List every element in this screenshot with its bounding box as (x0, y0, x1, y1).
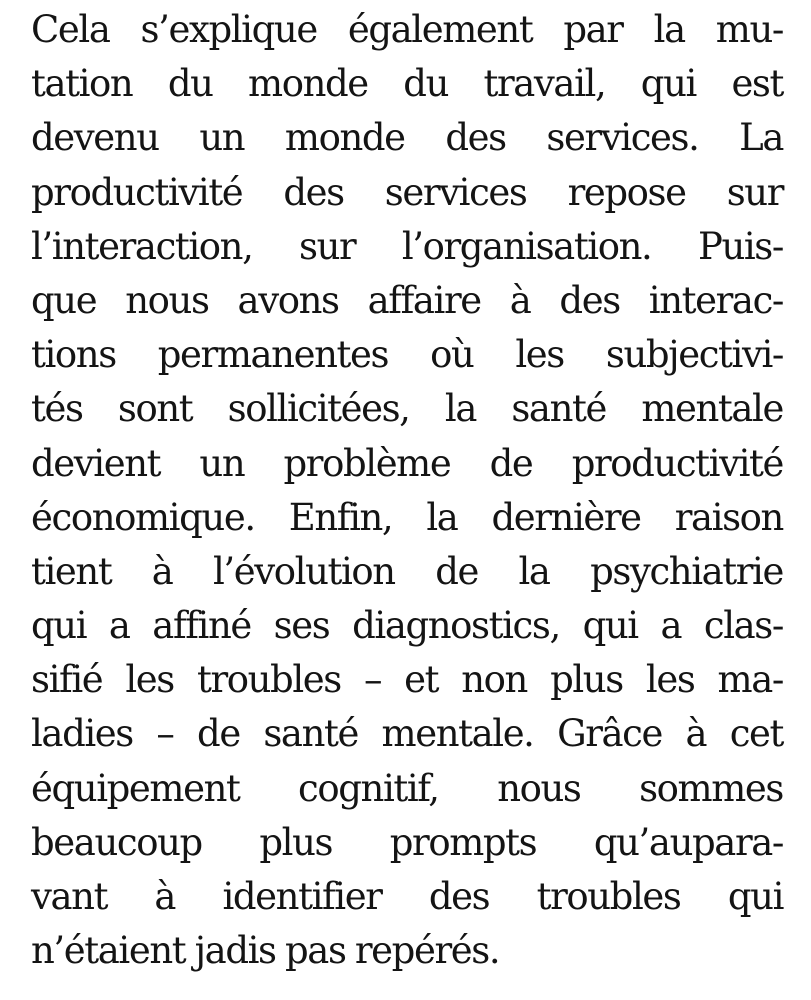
text-line: productivité des services repose sur (31, 170, 783, 214)
text-line-last: n’étaient jadis pas repérés. (31, 929, 500, 973)
text-line: devient un problème de productivité (31, 441, 783, 485)
text-line: Cela s’explique également par la mu- (31, 8, 783, 51)
text-line: devenu un monde des services. La (31, 116, 783, 160)
text-line: sifié les troubles – et non plus les ma- (31, 658, 783, 702)
text-line: que nous avons affaire à des interac- (31, 278, 783, 322)
article-paragraph (31, 3, 783, 978)
text-line: équipement cognitif, nous sommes (31, 766, 783, 810)
text-line: ladies – de santé mentale. Grâce à cet (31, 712, 783, 756)
text-line: tient à l’évolution de la psychiatrie (31, 549, 783, 593)
text-line: qui a affiné ses diagnostics, qui a clas- (31, 604, 783, 648)
text-line: vant à identifier des troubles qui (31, 875, 783, 918)
text-line: l’interaction, sur l’organisation. Puis- (31, 224, 783, 268)
text-line: tation du monde du travail, qui est (31, 62, 783, 106)
text-line: tions permanentes où les subjectivi- (31, 333, 783, 377)
text-line: tés sont sollicitées, la santé mentale (31, 387, 783, 431)
text-line: économique. Enfin, la dernière raison (31, 495, 783, 539)
text-line: beaucoup plus prompts qu’aupara- (31, 820, 783, 864)
